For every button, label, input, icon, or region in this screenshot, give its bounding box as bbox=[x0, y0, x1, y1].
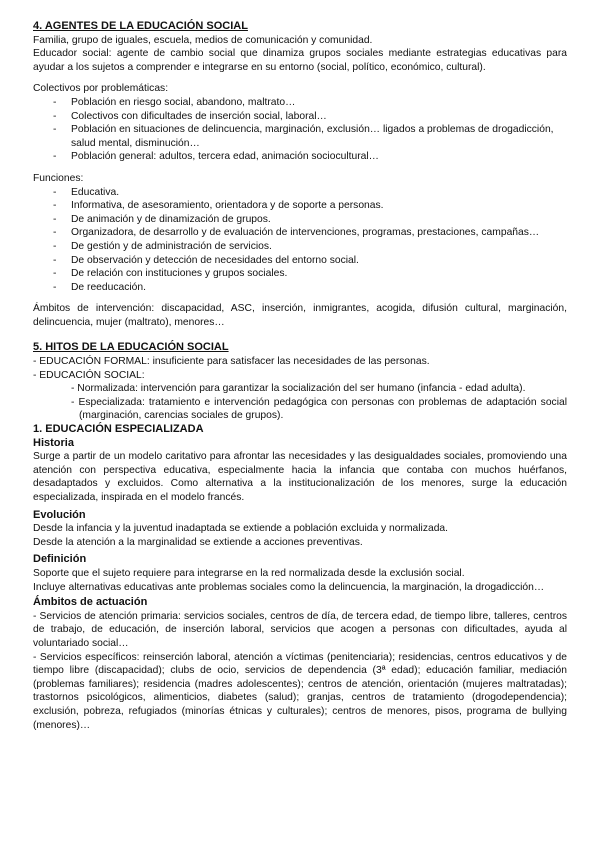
list-item: - De relación con instituciones y grupos sociales. bbox=[33, 267, 567, 281]
list-item: - Organizadora, de desarrollo y de evaluación de intervenciones, programas, prestaciones, campañas… bbox=[33, 226, 567, 240]
educacion-social-types bbox=[33, 382, 567, 423]
section-5-title: 5. HITOS DE LA EDUCACIÓN SOCIAL bbox=[33, 341, 229, 354]
definicion-text-1: Soporte que el sujeto requiere para integrarse en la red normalizada desde la exclusión social. bbox=[33, 567, 465, 579]
list-item: - Población en riesgo social, abandono, maltrato… bbox=[33, 96, 567, 110]
definicion-text-2: Incluye alternativas educativas ante problemas sociales como la delincuencia, la marginación, la drogadicción… bbox=[33, 581, 545, 593]
colectivos-list bbox=[33, 96, 567, 164]
historia-title: Historia bbox=[33, 436, 74, 449]
ambitos-actuacion-primaria: - Servicios de atención primaria: servicios sociales, centros de día, de tercera edad, de tiempo libre, talleres, centros de trabajo, de educación, de inserción laboral, servicios que acogen a personas con dificultades, ayuda al voluntariado social… bbox=[33, 610, 567, 649]
ambitos-intervencion: Ámbitos de intervención: discapacidad, ASC, inserción, inmigrantes, acogida, difusión cultural, marginación, delincuencia, mujer (maltrato), menores… bbox=[33, 303, 567, 328]
list-item: - Población general: adultos, tercera edad, animación sociocultural… bbox=[33, 150, 567, 164]
list-item: - Colectivos con dificultades de inserción social, laboral… bbox=[33, 110, 567, 124]
normalizada-item: - Normalizada: intervención para garantizar la socialización del ser humano (infancia - edad adulta). bbox=[71, 383, 526, 395]
document-page bbox=[33, 20, 567, 732]
educacion-formal: - EDUCACIÓN FORMAL: insuficiente para satisfacer las necesidades de las personas. bbox=[33, 356, 430, 368]
funciones-list bbox=[33, 186, 567, 295]
historia-text: Surge a partir de un modelo caritativo para afrontar las necesidades y las desigualdades sociales, promoviendo una atención con perspectiva educativa, especialmente hacia la infancia que contaba con muchos huérfanos, desadaptados y excluidos. Como alternativa a la institucionalización de los menores, surge la educación especializada, inspirada en el modelo francés. bbox=[33, 451, 567, 503]
ambitos-actuacion-title: Ámbitos de actuación bbox=[33, 596, 148, 609]
subsection-1-title: 1. EDUCACIÓN ESPECIALIZADA bbox=[33, 423, 204, 436]
colectivos-label: Colectivos por problemáticas: bbox=[33, 83, 169, 95]
list-item: - De gestión y de administración de servicios. bbox=[33, 240, 567, 254]
especializada-item: - Especializada: tratamiento e intervención pedagógica con personas con problemas de adaptación social (marginación, carencias sociales de grupos). bbox=[71, 396, 567, 422]
list-item: - De animación y de dinamización de grupos. bbox=[33, 213, 567, 227]
educador-definition: Educador social: agente de cambio social que dinamiza grupos sociales mediante estrategias educativas para ayudar a los sujetos a comprender e integrarse en su entorno (social, político, económico, cultural). bbox=[33, 48, 567, 73]
list-item: - De observación y detección de necesidades del entorno social. bbox=[33, 254, 567, 268]
evolucion-title: Evolución bbox=[33, 508, 86, 521]
educacion-social: - EDUCACIÓN SOCIAL: bbox=[33, 369, 145, 381]
list-item: - Informativa, de asesoramiento, orientadora y de soporte a personas. bbox=[33, 199, 567, 213]
list-item: - De reeducación. bbox=[33, 281, 567, 295]
ambitos-actuacion-especificos: - Servicios específicos: reinserción laboral, atención a víctimas (penitenciaria); residencias, centros educativos y de tiempo libre (discapacidad); clubs de ocio, servicios de dependencia (3ª edad); educación familiar, mediación (problemas familiares); residencia (madres adolescentes); centros de atención, orientación (mujeres maltratadas); trastornos psicológicos, alimenticios, diabetes (salud); granjas, centros de tratamiento (drogodependencia); exclusión, pobreza, refugiados (minorías étnicas y culturales); centros de menores, pisos, programa de bullying (menores)… bbox=[33, 651, 567, 731]
evolucion-text-1: Desde la infancia y la juventud inadaptada se extiende a población excluida y normalizada. bbox=[33, 523, 449, 535]
evolucion-text-2: Desde la atención a la marginalidad se extiende a acciones preventivas. bbox=[33, 536, 363, 548]
definicion-title: Definición bbox=[33, 553, 87, 566]
section-4-title: 4. AGENTES DE LA EDUCACIÓN SOCIAL bbox=[33, 20, 248, 32]
funciones-label: Funciones: bbox=[33, 172, 84, 184]
list-item: - Educativa. bbox=[33, 186, 567, 200]
list-item: - Población en situaciones de delincuencia, marginación, exclusión… ligados a problemas de drogadicción, salud mental, disminución… bbox=[33, 123, 567, 150]
agents-list-text: Familia, grupo de iguales, escuela, medios de comunicación y comunidad. bbox=[33, 34, 373, 46]
